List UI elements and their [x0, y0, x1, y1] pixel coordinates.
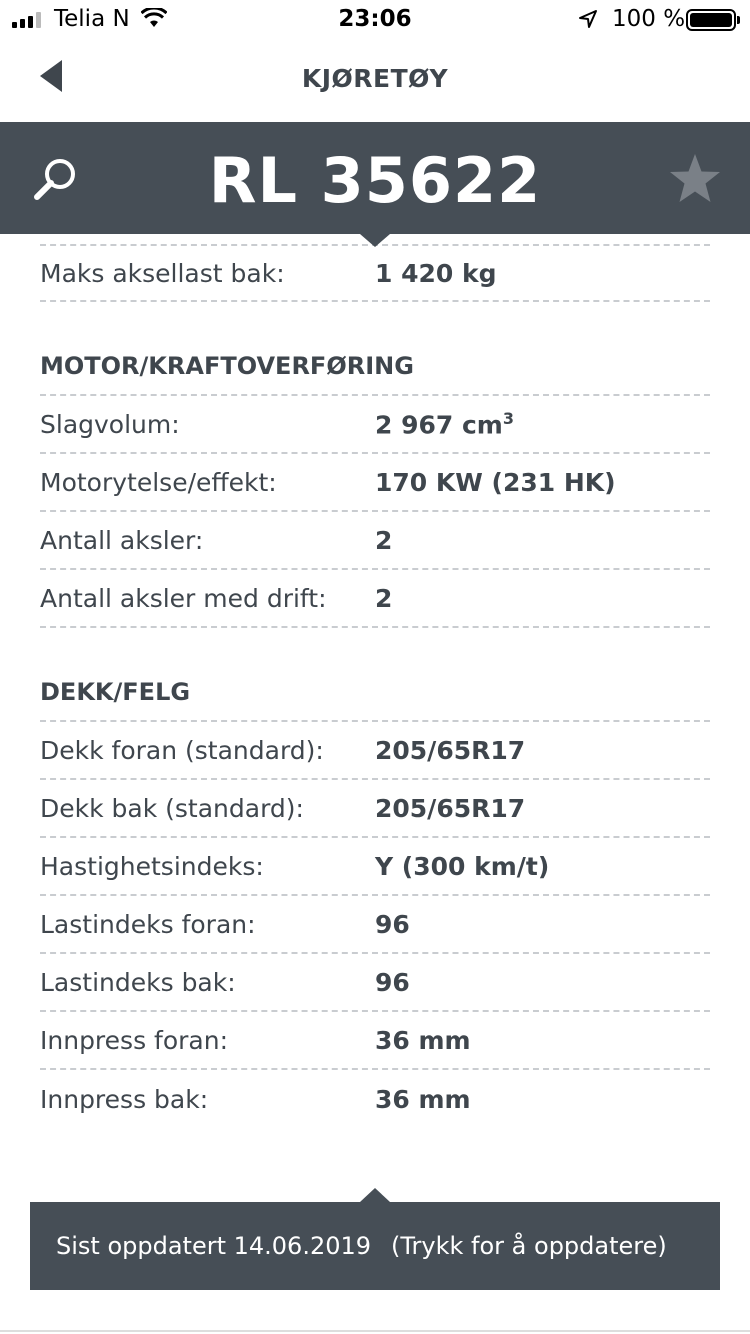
update-button[interactable]: [30, 1202, 720, 1290]
detail-label: Lastindeks bak:: [40, 967, 236, 997]
detail-row: [40, 896, 710, 954]
detail-value: 205/65R17: [375, 793, 526, 823]
detail-value: 36 mm: [375, 1025, 471, 1055]
update-action-text: (Trykk for å oppdatere): [391, 1232, 667, 1260]
detail-label: Hastighetsindeks:: [40, 851, 264, 881]
detail-row: [40, 570, 710, 628]
detail-value-superscript: 3: [502, 408, 514, 428]
detail-label: Maks aksellast bak:: [40, 258, 285, 288]
detail-row: [40, 722, 710, 780]
page-title: KJØRETØY: [301, 64, 449, 93]
detail-label: Innpress bak:: [40, 1084, 209, 1114]
detail-value: 205/65R17: [375, 735, 526, 765]
detail-value: 96: [375, 967, 410, 997]
status-bar: [0, 0, 750, 40]
detail-row: [40, 454, 710, 512]
section-title-motor: MOTOR/KRAFTOVERFØRING: [40, 350, 710, 396]
detail-row: [40, 954, 710, 1012]
plate-number: RL 35622: [208, 144, 542, 217]
detail-row: [40, 512, 710, 570]
detail-value: Y (300 km/t): [375, 851, 550, 881]
detail-label: Lastindeks foran:: [40, 909, 256, 939]
detail-row: [40, 1012, 710, 1070]
section-title-tires: DEKK/FELG: [40, 676, 710, 722]
vehicle-details: [40, 234, 710, 1128]
detail-value: 96: [375, 909, 410, 939]
detail-row: [40, 396, 710, 454]
detail-label: Motorytelse/effekt:: [40, 467, 277, 497]
last-updated-text: Sist oppdatert 14.06.2019: [56, 1232, 372, 1260]
detail-value: 170 KW (231 HK): [375, 467, 616, 497]
battery-icon: [686, 9, 736, 31]
detail-label: Antall aksler:: [40, 525, 204, 555]
divider: [0, 1330, 750, 1332]
detail-label: Antall aksler med drift:: [40, 583, 327, 613]
detail-row: [40, 1070, 710, 1128]
detail-row: [40, 780, 710, 838]
nav-bar: [0, 40, 750, 122]
detail-label: Dekk foran (standard):: [40, 735, 324, 765]
detail-value: 2: [375, 583, 393, 613]
detail-value: 1 420 kg: [375, 258, 497, 288]
detail-row: [40, 838, 710, 896]
detail-value: 2: [375, 525, 393, 555]
carrier-name: Telia N: [54, 6, 130, 32]
detail-value: 36 mm: [375, 1084, 471, 1114]
battery-percent: 100 %: [612, 6, 686, 32]
detail-row-max-axle-load-rear: [40, 244, 710, 302]
plate-header: [0, 122, 750, 234]
header-pointer: [360, 234, 390, 247]
detail-label: Slagvolum:: [40, 409, 180, 439]
update-pointer: [360, 1188, 390, 1202]
detail-label: Dekk bak (standard):: [40, 793, 304, 823]
detail-value-text: 2 967 cm: [375, 410, 503, 440]
clock: 23:06: [338, 6, 412, 32]
detail-value: [375, 409, 514, 439]
detail-label: Innpress foran:: [40, 1025, 229, 1055]
location-arrow-icon: [578, 9, 598, 29]
star-icon[interactable]: [668, 152, 722, 206]
